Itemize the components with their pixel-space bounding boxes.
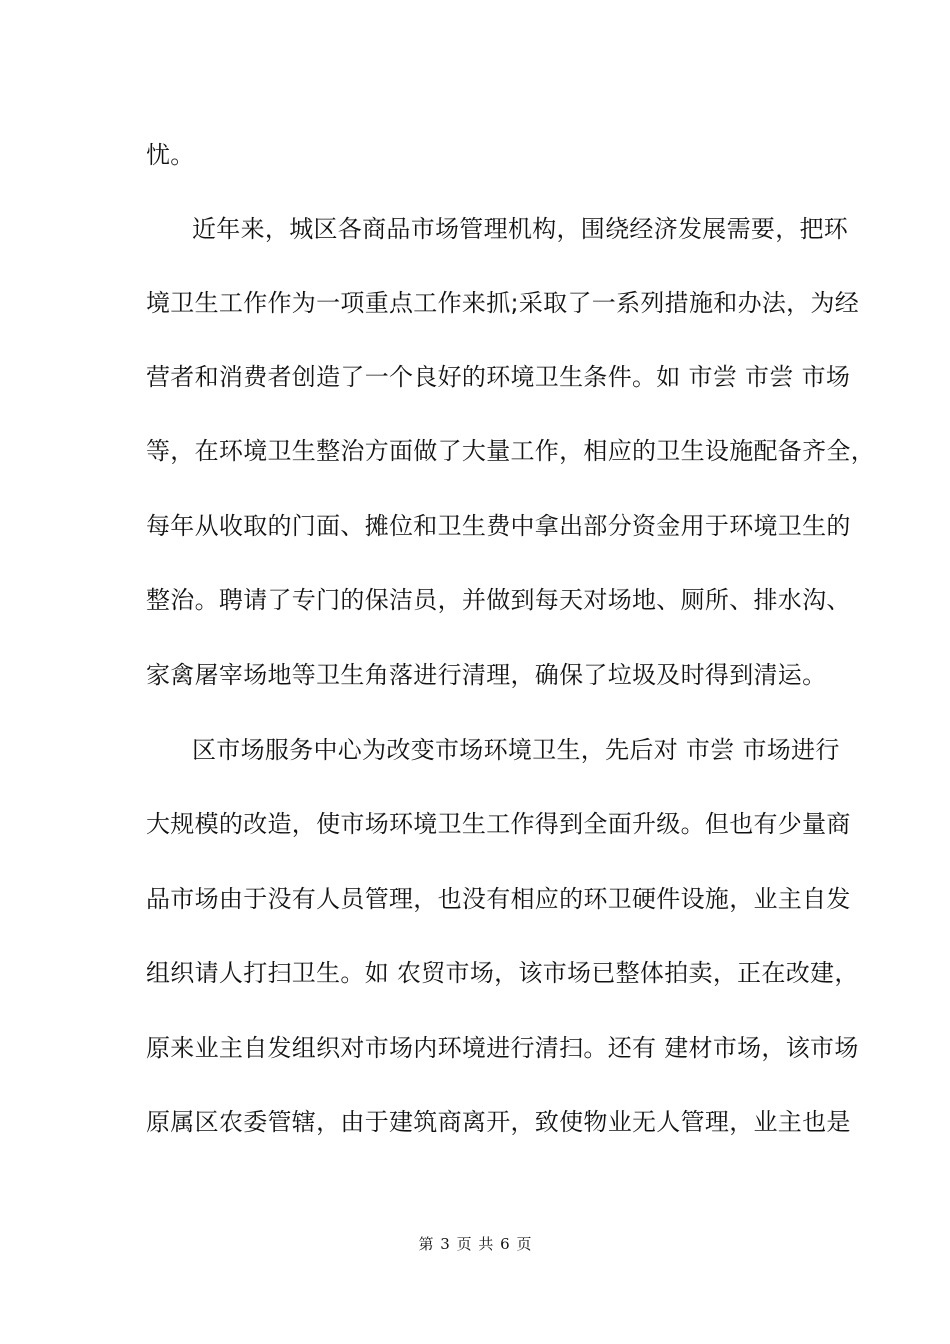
text-line-2: 近年来，城区各商品市场管理机构，围绕经济发展需要，把环 bbox=[192, 215, 849, 243]
text-line-9: 区市场服务中心为改变市场环境卫生，先后对 市尝 市场进行 bbox=[192, 736, 840, 764]
text-line-3: 境卫生工作作为一项重点工作来抓;采取了一系列措施和办法，为经 bbox=[146, 289, 860, 317]
text-line-4: 营者和消费者创造了一个良好的环境卫生条件。如 市尝 市尝 市场 bbox=[146, 363, 851, 391]
page-number-footer: 第 3 页 共 6 页 bbox=[418, 1235, 532, 1253]
text-line-5: 等，在环境卫生整治方面做了大量工作，相应的卫生设施配备齐全， bbox=[146, 437, 875, 465]
text-line-8: 家禽屠宰场地等卫生角落进行清理，确保了垃圾及时得到清运。 bbox=[146, 661, 827, 689]
text-line-11: 品市场由于没有人员管理，也没有相应的环卫硬件设施，业主自发 bbox=[146, 885, 851, 913]
text-line-10: 大规模的改造，使市场环境卫生工作得到全面升级。但也有少量商 bbox=[146, 810, 851, 838]
text-line-1: 忧。 bbox=[146, 141, 195, 169]
text-line-6: 每年从收取的门面、摊位和卫生费中拿出部分资金用于环境卫生的 bbox=[146, 512, 851, 540]
text-line-12: 组织请人打扫卫生。如 农贸市场，该市场已整体拍卖，正在改建， bbox=[146, 959, 859, 987]
text-line-7: 整治。聘请了专门的保洁员，并做到每天对场地、厕所、排水沟、 bbox=[146, 586, 851, 614]
text-line-13: 原来业主自发组织对市场内环境进行清扫。还有 建材市场，该市场 bbox=[146, 1034, 859, 1062]
text-line-14: 原属区农委管辖，由于建筑商离开，致使物业无人管理，业主也是 bbox=[146, 1108, 851, 1136]
